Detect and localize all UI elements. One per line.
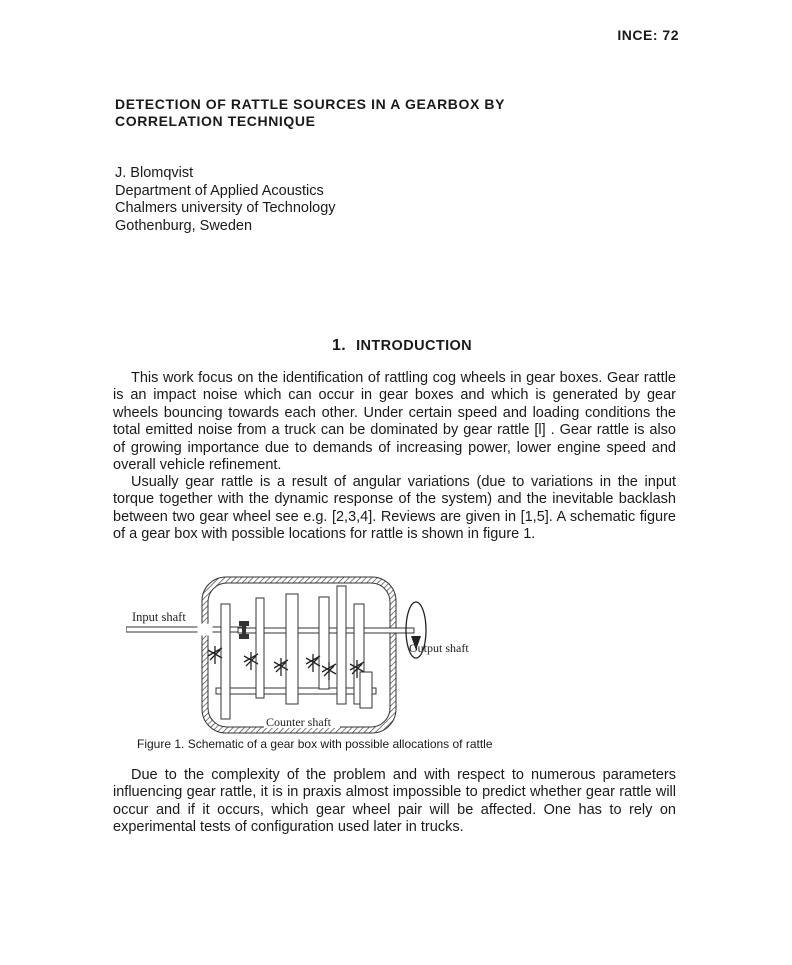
input-shaft-seal xyxy=(198,624,212,635)
section-title: INTRODUCTION xyxy=(356,338,473,354)
paragraph-1 xyxy=(113,370,676,474)
input-shaft-label: Input shaft xyxy=(132,610,186,624)
title-line-2: CORRELATION TECHNIQUE xyxy=(115,113,316,129)
output-shaft-label: Output shaft xyxy=(409,641,469,655)
clutch-hub xyxy=(242,626,246,634)
clutch-sleeve-lower xyxy=(239,634,249,639)
author-location: Gothenburg, Sweden xyxy=(115,217,253,234)
section-number: 1. xyxy=(331,337,347,354)
author-block xyxy=(115,165,336,235)
paragraph-2-text: Usually gear rattle is a result of angular variations (due to variations in the input torque together with the dynamic response of the system) and the inevitable backlash between two gear wheel see e.g. [2,3,4]. Reviews are given in [1,5]. A schematic figure of a gear box with possible locations for rattle is shown in figure 1. xyxy=(113,474,676,543)
clutch-sleeve xyxy=(239,621,249,626)
paragraph-3-text: Due to the complexity of the problem and with respect to numerous parameters influencing gear rattle, it is in praxis almost impossible to predict whether gear rattle will occur and if it occurs, which gear wheel pair will be affected. One has to rely on experimental tests of configuration used later in trucks. xyxy=(113,767,676,836)
figure-caption: Figure 1. Schematic of a gear box with possible allocations of rattle xyxy=(137,737,493,751)
author-name: J. Blomqvist xyxy=(115,165,194,181)
paragraph-3 xyxy=(113,767,676,837)
paragraph-1-text: This work focus on the identification of rattling cog wheels in gear boxes. Gear rattle is an impact noise which can occur in gear boxes and which is generated by gear wheels bouncing towards each other. Under certain speed and loading conditions the total emitted noise from a truck can be dominated by gear rattle [l] . Gear rattle is also of growing importance due to demands of increasing power, lower engine speed and overall vehicle refinement. xyxy=(113,370,676,474)
gear-wheel-2 xyxy=(256,598,264,698)
gear-wheel-1 xyxy=(221,604,230,719)
author-university: Chalmers university of Technology xyxy=(115,200,336,216)
paragraph-2 xyxy=(113,474,676,544)
counter-shaft-label: Counter shaft xyxy=(266,715,331,729)
gearbox-schematic xyxy=(126,574,486,734)
title-line-1: DETECTION OF RATTLE SOURCES IN A GEARBOX BY xyxy=(115,96,506,112)
gearbox-figure xyxy=(126,574,486,734)
paper-title xyxy=(115,96,675,130)
author-department: Department of Applied Acoustics xyxy=(115,182,324,199)
page-code: INCE: 72 xyxy=(617,27,679,43)
gear-wheel-7 xyxy=(360,672,372,708)
section-heading xyxy=(0,337,792,355)
gear-wheel-3 xyxy=(286,594,298,704)
gear-wheel-5 xyxy=(337,586,346,704)
